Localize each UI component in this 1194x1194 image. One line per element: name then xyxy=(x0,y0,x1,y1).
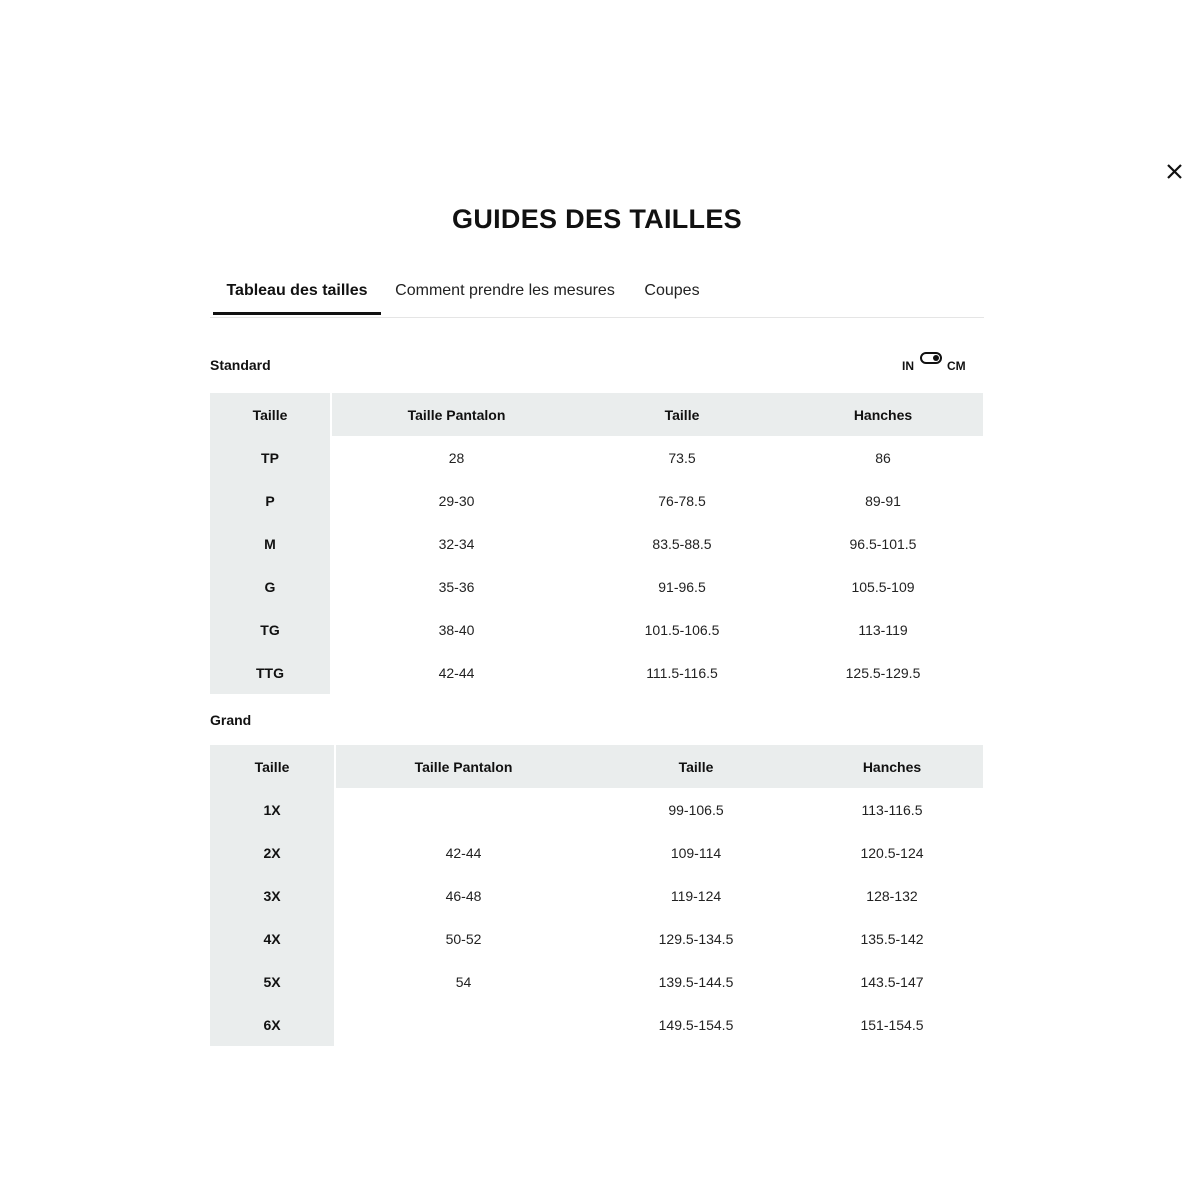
waist-cell: 111.5-116.5 xyxy=(646,664,718,681)
table-row xyxy=(210,788,983,831)
hips-cell: 86 xyxy=(875,449,891,466)
size-cell: 3X xyxy=(210,874,335,917)
tab-how-to-measure[interactable]: Comment prendre les mesures xyxy=(395,282,615,299)
hips-cell: 125.5-129.5 xyxy=(845,664,921,681)
column-header: Taille xyxy=(581,393,783,436)
hips-cell: 113-116.5 xyxy=(861,801,923,818)
waist-cell: 139.5-144.5 xyxy=(658,973,734,990)
table-row xyxy=(210,960,983,1003)
hips-cell: 113-119 xyxy=(858,621,908,638)
size-cell: M xyxy=(210,522,331,565)
hips-cell: 128-132 xyxy=(866,887,918,904)
table-row xyxy=(210,874,983,917)
column-header: Taille xyxy=(591,745,801,788)
unit-toggle xyxy=(902,350,972,374)
hips-cell: 105.5-109 xyxy=(851,578,915,595)
waist-cell: 109-114 xyxy=(670,844,722,861)
pant-size-cell: 42-44 xyxy=(438,664,475,681)
size-cell: 4X xyxy=(210,917,335,960)
table-row xyxy=(210,565,983,608)
waist-cell: 83.5-88.5 xyxy=(652,535,712,552)
pant-size-cell: 28 xyxy=(448,449,465,466)
waist-cell: 99-106.5 xyxy=(668,801,724,818)
pant-size-cell: 42-44 xyxy=(445,844,482,861)
hips-cell: 89-91 xyxy=(865,492,901,509)
waist-cell: 73.5 xyxy=(668,449,696,466)
hips-cell: 135.5-142 xyxy=(860,930,924,947)
table-row xyxy=(210,522,983,565)
pant-size-cell: 29-30 xyxy=(438,492,475,509)
standard-size-table xyxy=(210,393,983,694)
pant-size-cell: 46-48 xyxy=(445,887,482,904)
grand-section-label: Grand xyxy=(210,712,252,728)
unit-switch[interactable] xyxy=(920,352,942,364)
size-cell: TG xyxy=(210,608,331,651)
size-cell: TTG xyxy=(210,651,331,694)
size-cell: 2X xyxy=(210,831,335,874)
waist-cell: 149.5-154.5 xyxy=(658,1016,734,1033)
column-header: Hanches xyxy=(801,745,983,788)
waist-cell: 129.5-134.5 xyxy=(658,930,734,947)
pant-size-cell: 54 xyxy=(455,973,472,990)
close-icon xyxy=(1162,159,1188,185)
tab-size-chart[interactable]: Tableau des tailles xyxy=(213,272,381,315)
size-cell: P xyxy=(210,479,331,522)
table-row xyxy=(210,917,983,960)
size-cell: 6X xyxy=(210,1003,335,1046)
table-row xyxy=(210,479,983,522)
column-header: Taille xyxy=(210,393,331,436)
waist-cell: 101.5-106.5 xyxy=(644,621,720,638)
waist-cell: 91-96.5 xyxy=(658,578,706,595)
switch-knob xyxy=(933,355,939,361)
hips-cell: 143.5-147 xyxy=(860,973,924,990)
hips-cell: 96.5-101.5 xyxy=(849,535,917,552)
column-header: Taille Pantalon xyxy=(335,745,591,788)
table-row xyxy=(210,608,983,651)
column-header: Hanches xyxy=(783,393,983,436)
modal-title: GUIDES DES TAILLES xyxy=(452,204,742,234)
hips-cell: 120.5-124 xyxy=(860,844,924,861)
table-row xyxy=(210,831,983,874)
unit-cm-label[interactable]: CM xyxy=(947,359,966,373)
pant-size-cell xyxy=(335,1003,591,1046)
waist-cell: 76-78.5 xyxy=(658,492,706,509)
column-header: Taille xyxy=(210,745,335,788)
pant-size-cell: 38-40 xyxy=(438,621,475,638)
table-header-row xyxy=(210,393,983,436)
close-button[interactable] xyxy=(1162,159,1188,185)
table-header-row xyxy=(210,745,983,788)
standard-section-label: Standard xyxy=(210,357,271,373)
size-cell: 1X xyxy=(210,788,335,831)
table-row xyxy=(210,651,983,694)
hips-cell: 151-154.5 xyxy=(860,1016,924,1033)
waist-cell: 119-124 xyxy=(670,887,722,904)
column-header: Taille Pantalon xyxy=(331,393,581,436)
table-row xyxy=(210,436,983,479)
pant-size-cell: 35-36 xyxy=(438,578,475,595)
tab-bar xyxy=(210,272,984,318)
pant-size-cell: 50-52 xyxy=(445,930,482,947)
size-cell: 5X xyxy=(210,960,335,1003)
tab-fits[interactable]: Coupes xyxy=(644,282,700,299)
table-row xyxy=(210,1003,983,1046)
size-cell: TP xyxy=(210,436,331,479)
pant-size-cell xyxy=(335,788,591,831)
pant-size-cell: 32-34 xyxy=(438,535,475,552)
size-cell: G xyxy=(210,565,331,608)
unit-in-label[interactable]: IN xyxy=(902,359,914,373)
grand-size-table xyxy=(210,745,983,1046)
